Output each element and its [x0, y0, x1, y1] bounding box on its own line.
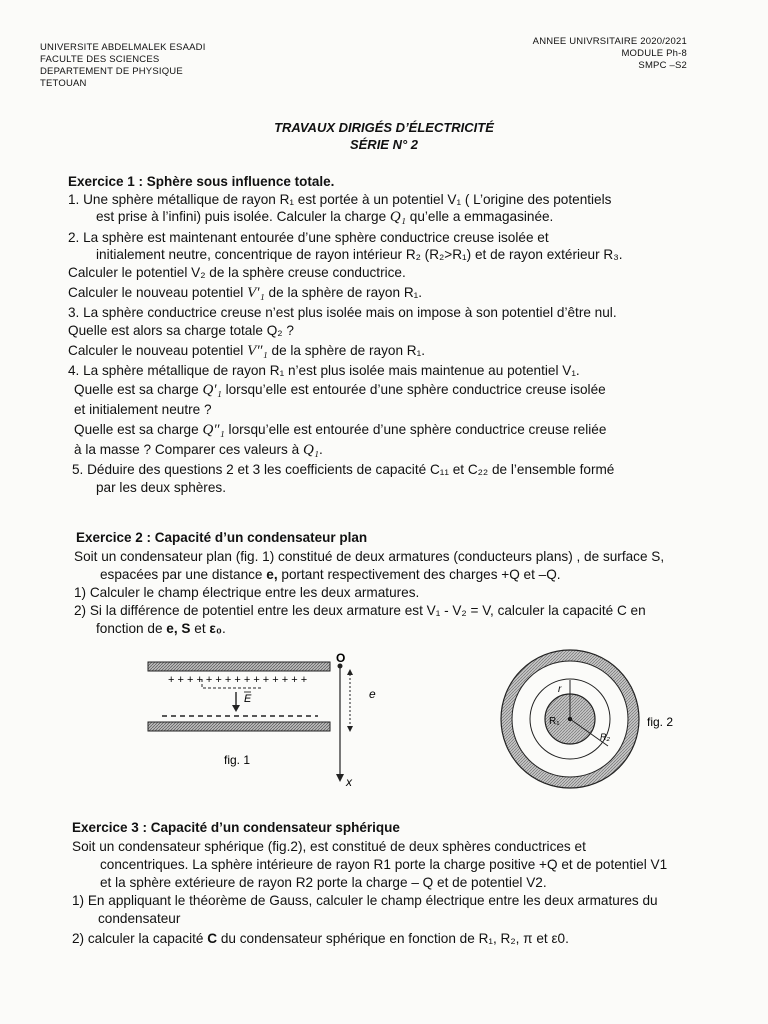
ex3-line: Soit un condensateur sphérique (fig.2), est constitué de deux sphères conductrices et: [72, 839, 586, 854]
ex1-line: 4. La sphère métallique de rayon R₁ n’est plus isolée mais maintenue au potentiel V₁.: [68, 363, 580, 378]
series-number: SÉRIE N° 2: [349, 137, 419, 152]
radius-r1-label: R₁: [549, 716, 560, 727]
figure-1-caption: fig. 1: [224, 753, 251, 767]
ex3-line: 1) En appliquant le théorème de Gauss, calculer le champ électrique entre les deux armatures du: [72, 893, 658, 908]
ex1-line: 2. La sphère est maintenant entourée d’une sphère conductrice creuse isolée et: [68, 230, 549, 245]
symbol-v1-second: V″₁: [247, 343, 268, 359]
symbol-v1-prime: V′₁: [247, 285, 265, 301]
x-axis-arrow-head: [336, 774, 344, 782]
ex1-line: Calculer le potentiel V₂ de la sphère creuse conductrice.: [68, 265, 406, 280]
ex3-line: concentriques. La sphère intérieure de rayon R1 porte la charge positive +Q et de potentiel V1: [100, 857, 668, 872]
academic-year: ANNEE UNIVRSITAIRE 2020/2021: [532, 36, 687, 47]
field-label: E: [244, 693, 252, 705]
ex1-line: initialement neutre, concentrique de rayon intérieur R₂ (R₂>R₁) et de rayon extérieur R₃.: [96, 247, 623, 262]
ex1-line: Calculer le nouveau potentiel V′₁ de la sphère de rayon R₁.: [68, 285, 423, 301]
ex1-line: 5. Déduire des questions 2 et 3 les coefficients de capacité C₁₁ et C₂₂ de l’ensemble formé: [72, 462, 615, 477]
ex2-line: 1) Calculer le champ électrique entre les deux armatures.: [74, 585, 420, 600]
ex3-line: et la sphère extérieure de rayon R2 porte la charge – Q et de potentiel V2.: [100, 875, 547, 890]
radius-r-label: r: [558, 684, 562, 695]
x-axis-label: x: [346, 775, 352, 789]
positive-charges: + + + + + + + + + + + + + + +: [168, 674, 308, 686]
program-name: SMPC –S2: [638, 60, 687, 71]
ex1-line: est prise à l’infini) puis isolée. Calculer la charge Q₁ qu’elle a emmagasinée.: [96, 209, 554, 225]
symbol-q1-prime: Q′₁: [202, 382, 222, 398]
faculty-name: FACULTE DES SCIENCES: [40, 54, 160, 65]
module-name: MODULE Ph-8: [621, 48, 687, 59]
figure-1-plane-capacitor: [140, 650, 380, 790]
exercise-2-title: Exercice 2 : Capacité d’un condensateur plan: [76, 530, 368, 545]
exercise-3-title: Exercice 3 : Capacité d’un condensateur sphérique: [72, 820, 400, 835]
symbol-q1-second: Q″₁: [202, 422, 225, 438]
field-arrow-head: [232, 705, 240, 712]
ex1-line: 3. La sphère conductrice creuse n’est plus isolée mais on impose à son potentiel d’être nul.: [68, 305, 617, 320]
ex1-line: et initialement neutre ?: [74, 402, 212, 417]
origin-label: O: [336, 651, 346, 665]
radius-r2-label: R₂: [600, 732, 610, 742]
ex2-line: 2) Si la différence de potentiel entre les deux armature est V₁ - V₂ = V, calculer la capacité C en: [74, 603, 646, 618]
distance-arrow-top: [347, 669, 353, 675]
ex3-line: 2) calculer la capacité C du condensateur sphérique en fonction de R₁, R₂, π et ε0.: [72, 931, 569, 946]
figure-2-caption: fig. 2: [647, 715, 674, 729]
header-left: [40, 42, 206, 90]
ex1-line: Quelle est sa charge Q″₁ lorsqu’elle est entourée d’une sphère conductrice creuse reliée: [74, 422, 607, 438]
distance-label: e: [369, 687, 376, 701]
department-name: DEPARTEMENT DE PHYSIQUE: [40, 66, 183, 77]
bottom-plate: [148, 722, 330, 731]
symbol-q1: Q₁: [389, 209, 406, 225]
ex2-line: fonction de e, S et ε₀.: [96, 621, 226, 636]
city-name: TETOUAN: [40, 78, 87, 89]
ex2-line: espacées par une distance e, portant respectivement des charges +Q et –Q.: [100, 567, 561, 582]
ex1-line: Quelle est sa charge Q′₁ lorsqu’elle est entourée d’une sphère conductrice creuse isolée: [74, 382, 606, 398]
page-title: TRAVAUX DIRIGÉS D’ÉLECTRICITÉ: [274, 120, 494, 135]
top-plate: [148, 662, 330, 671]
symbol-q1: Q₁: [302, 442, 319, 458]
header-right: [512, 36, 687, 72]
ex1-line: par les deux sphères.: [96, 480, 226, 495]
university-name: UNIVERSITE ABDELMALEK ESAADI: [40, 42, 206, 53]
figure-2-spherical-capacitor: [490, 640, 690, 800]
exercise-1-title: Exercice 1 : Sphère sous influence totale.: [68, 174, 335, 189]
ex1-line: Quelle est alors sa charge totale Q₂ ?: [68, 323, 294, 338]
ex2-line: Soit un condensateur plan (fig. 1) constitué de deux armatures (conducteurs plans) , de surface S,: [74, 549, 665, 564]
ex1-line: 1. Une sphère métallique de rayon R₁ est portée à un potentiel V₁ ( L’origine des potentiels: [68, 192, 612, 207]
ex3-line: condensateur: [98, 911, 181, 926]
ex1-line: à la masse ? Comparer ces valeurs à Q₁.: [74, 442, 323, 458]
ex1-line: Calculer le nouveau potentiel V″₁ de la sphère de rayon R₁.: [68, 343, 425, 359]
distance-arrow-bottom: [347, 726, 353, 732]
